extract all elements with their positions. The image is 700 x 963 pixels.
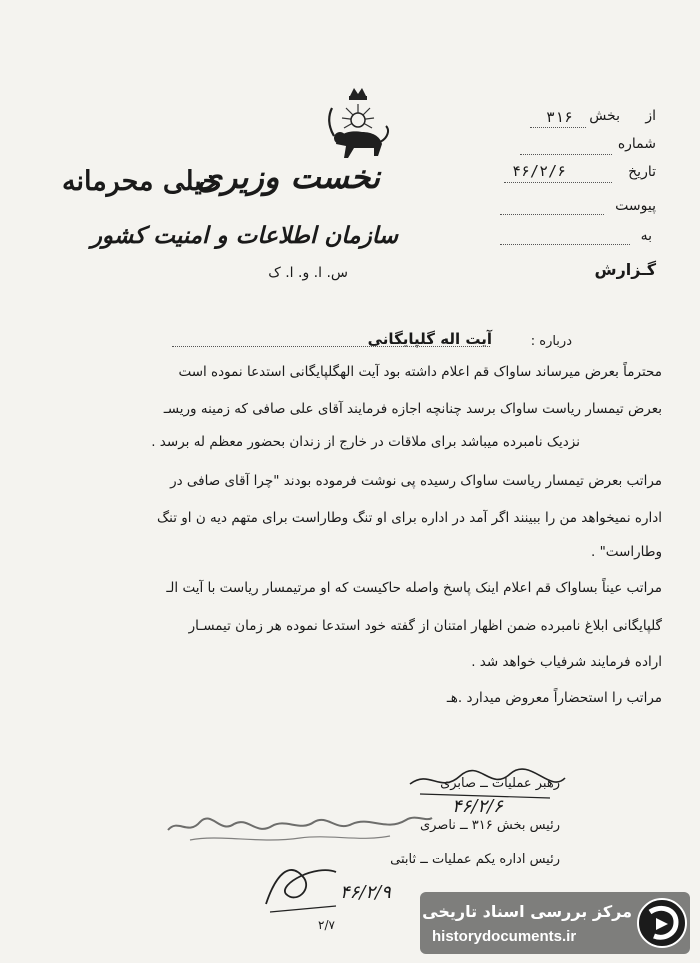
body-line: مراتب بعرض تیمسار ریاست ساواک رسیده پی نوشت فرموده بودند "چرا آقای صافی در	[170, 473, 662, 489]
report-label: گـزارش	[594, 260, 656, 279]
to-dots	[500, 244, 630, 245]
signature-date: ۴۶/۲/۹	[340, 882, 391, 903]
attachment-dots	[500, 214, 604, 215]
lion-and-sun-emblem-icon	[318, 86, 398, 168]
watermark-title: مرکز بررسی اسناد تاریخی	[422, 902, 632, 921]
body-line: محترماً بعرض میرساند ساواک قم اعلام داشته بود آیت الهگلپایگانی استدعا نموده است	[178, 364, 662, 380]
from-label: از	[645, 108, 656, 124]
body-line: وطاراست" .	[590, 544, 662, 560]
signature-title: رئیس اداره یکم عملیات ــ ثابتی	[390, 852, 560, 867]
watermark-url: historydocuments.ir	[432, 928, 577, 945]
attachment-label: پیوست	[615, 198, 656, 214]
body-line: اراده فرمایند شرفیاب خواهد شد .	[471, 654, 662, 670]
signature-date: ۴۶/۲/۶	[452, 796, 503, 817]
body-line: مراتب را استحضاراً معروض میدارد .هـ	[446, 690, 662, 706]
from-value: ۳۱۶	[546, 108, 574, 126]
to-label: به	[640, 228, 652, 244]
from-dots	[530, 127, 586, 128]
subject-dots	[172, 346, 490, 347]
number-label: شماره	[617, 136, 656, 152]
organization-abbreviation: س. ا. و. ا. ک	[268, 265, 348, 281]
body-line: گلپایگانی ابلاغ نامبرده ضمن اظهار امتنان از گفته خود استدعا نموده هر زمان تیمسـار	[188, 618, 662, 634]
date-label: تاریخ	[628, 164, 656, 180]
handwritten-signature-icon	[256, 854, 346, 914]
body-line: اداره نمیخواهد من را ببینند اگر آمد در اداره برای او تنگ وطاراست برای متهم دیه ن او تنگ	[157, 510, 662, 526]
ministry-title: نخست وزیری	[196, 158, 380, 196]
from-prefix: بخش	[589, 108, 620, 124]
number-dots	[520, 154, 612, 155]
footer-note: ۲/۷	[318, 918, 335, 932]
signature-title: رئیس بخش ۳۱۶ ــ ناصری	[419, 818, 560, 833]
date-value: ۴۶/۲/۶	[512, 162, 567, 180]
body-line: مراتب عیناً بساواک قم اعلام اینک پاسخ واصله حاکیست که او مرتیمسار ریاست با آیت الـ	[166, 580, 662, 596]
archive-logo-icon	[636, 896, 688, 950]
body-line: بعرض تیمسار ریاست ساواک برسد چنانچه اجازه فرمایند آقای علی صافی که زمینه وریسـ	[163, 401, 662, 417]
date-dots	[504, 182, 612, 183]
handwritten-signature-icon	[160, 802, 440, 852]
subject-label: درباره :	[530, 334, 572, 349]
classification-label: خیلی محرمانه	[62, 166, 220, 197]
body-line: نزدیک نامبرده میباشد برای ملاقات در خارج از زندان بحضور معظم له برسد .	[151, 434, 580, 450]
subject-value: آیت اله گلپایگانی	[367, 330, 492, 348]
handwritten-signature-icon	[400, 764, 570, 804]
signature-title: رهبر عملیات ــ صابری	[440, 776, 560, 791]
organization-name: سازمان اطلاعات و امنیت کشور	[90, 222, 398, 249]
